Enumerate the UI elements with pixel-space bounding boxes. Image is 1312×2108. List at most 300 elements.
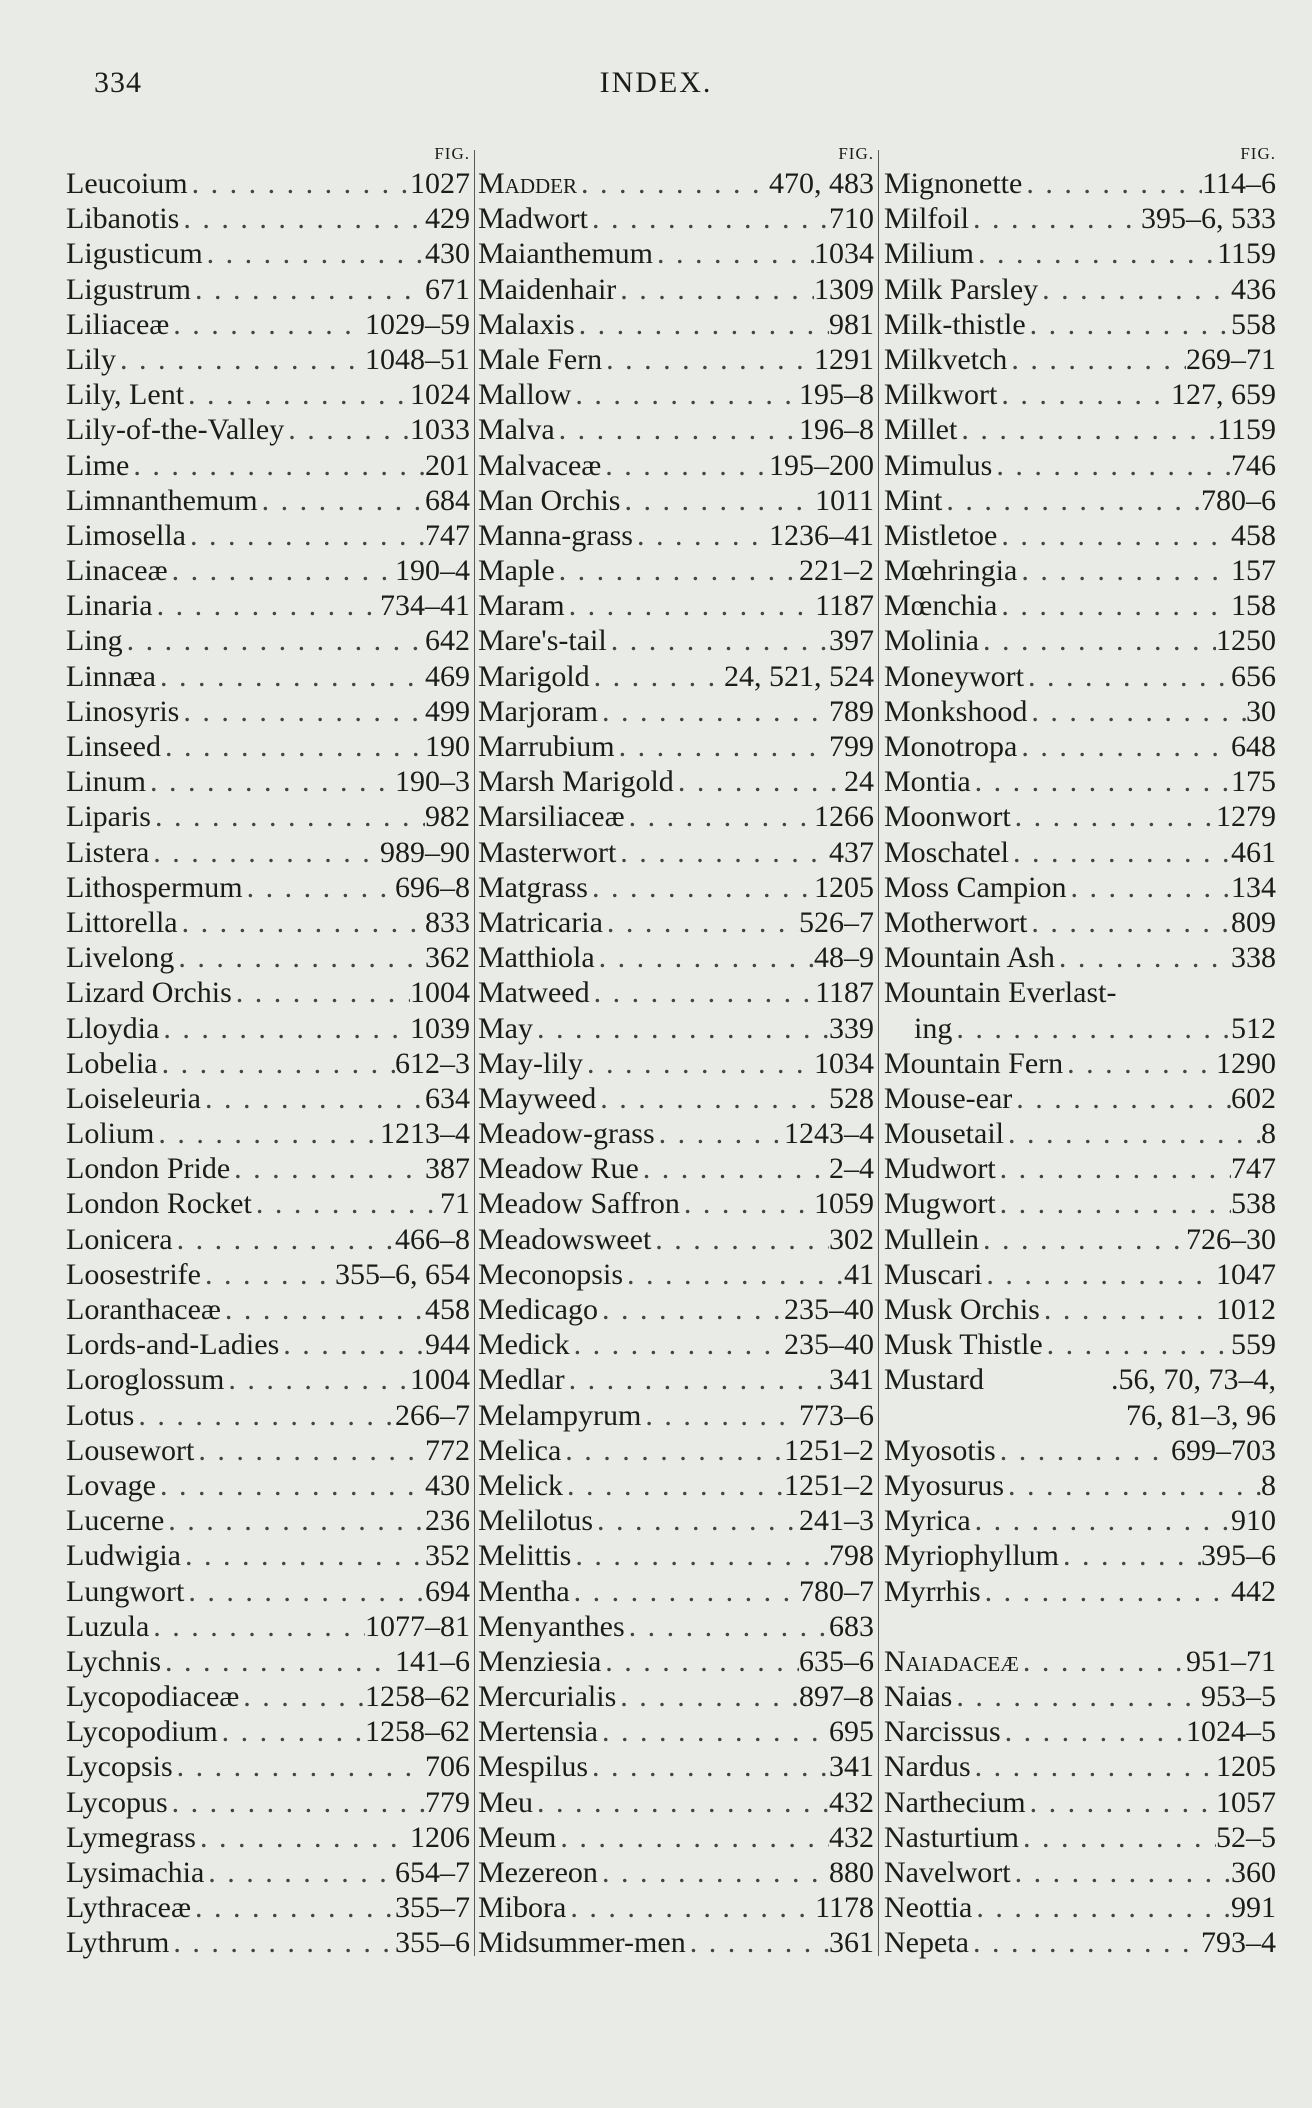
- figure-ref: 953–5: [1201, 1680, 1276, 1714]
- dot-leader: [620, 483, 815, 518]
- figure-ref: 1024–5: [1186, 1715, 1276, 1749]
- index-term: Linum: [66, 765, 146, 799]
- index-entry: [66, 377, 470, 412]
- index-entry: [478, 1081, 874, 1116]
- index-entry: [884, 377, 1276, 412]
- dot-leader: [565, 588, 815, 623]
- index-entry: [66, 412, 470, 447]
- dot-leader: [224, 1362, 410, 1397]
- dot-leader: [173, 1749, 425, 1784]
- index-entry: [884, 1574, 1276, 1609]
- index-term: Ligustrum: [66, 272, 191, 306]
- index-term: Matweed: [478, 976, 590, 1010]
- index-entry: [66, 1327, 470, 1362]
- index-term: Meadow Rue: [478, 1152, 639, 1186]
- figure-ref: 266–7: [395, 1398, 470, 1432]
- index-term: Maianthemum: [478, 237, 653, 271]
- index-term: Madwort: [478, 202, 588, 236]
- dot-leader: [969, 201, 1141, 236]
- dot-leader: [601, 1644, 799, 1679]
- figure-ref: 432: [829, 1785, 874, 1819]
- index-entry: [884, 1222, 1276, 1257]
- figure-ref: 71: [440, 1187, 470, 1221]
- index-term: Menziesia: [478, 1644, 602, 1678]
- index-term: Lychnis: [66, 1644, 161, 1678]
- index-term: Meadow Saffron: [478, 1187, 680, 1221]
- figure-ref: 430: [425, 1468, 470, 1502]
- figure-ref: 1048–51: [365, 342, 470, 376]
- dot-leader: [996, 1151, 1231, 1186]
- index-entry: [478, 1433, 874, 1468]
- dot-leader: [996, 1186, 1231, 1221]
- index-term: Maram: [478, 589, 565, 623]
- dot-leader: [651, 1222, 829, 1257]
- figure-ref: 1024: [410, 378, 470, 412]
- figure-ref: 726–30: [1186, 1222, 1276, 1256]
- figure-ref: 1027: [410, 167, 470, 200]
- index-entry: [478, 588, 874, 623]
- dot-leader: [168, 1785, 425, 1820]
- index-term: Mœnchia: [884, 589, 998, 623]
- index-term: Mentha: [478, 1574, 570, 1608]
- index-entry: [884, 553, 1276, 588]
- index-entry: [884, 1925, 1276, 1960]
- dot-leader: [992, 448, 1231, 483]
- index-entry: [884, 975, 1276, 1010]
- index-entry: [478, 1820, 874, 1855]
- index-entry: [66, 1081, 470, 1116]
- figure-ref: 2–4: [829, 1152, 874, 1186]
- dot-leader: [146, 764, 395, 799]
- index-term: Ling: [66, 624, 123, 658]
- figure-ref: 458: [425, 1293, 470, 1326]
- index-entry: [884, 1046, 1276, 1081]
- index-entry: [478, 1679, 874, 1714]
- index-entry: [66, 729, 470, 764]
- dot-leader: [616, 272, 814, 307]
- dot-leader: [181, 1538, 425, 1573]
- figure-ref: 236: [425, 1504, 470, 1538]
- index-entry: [478, 1468, 874, 1503]
- index-entry: [66, 1890, 470, 1925]
- index-entry: [884, 870, 1276, 905]
- dot-leader: [972, 1890, 1231, 1925]
- index-entry: [884, 1468, 1276, 1503]
- dot-leader: [996, 1433, 1171, 1468]
- index-term: Man Orchis: [478, 483, 621, 517]
- index-term: Nardus: [884, 1750, 971, 1784]
- index-term: Linosyris: [66, 694, 180, 728]
- figure-ref: 780–6: [1201, 483, 1276, 517]
- index-entry: [884, 835, 1276, 870]
- dot-leader: [588, 1749, 829, 1784]
- index-term: Malaxis: [478, 307, 575, 341]
- index-entry: [884, 1362, 1276, 1397]
- figure-ref: 1159: [1217, 413, 1276, 447]
- index-entry: [478, 1046, 874, 1081]
- figure-ref: 910: [1231, 1504, 1276, 1538]
- figure-ref: 241–3: [799, 1504, 874, 1538]
- dot-leader: [598, 694, 829, 729]
- figure-ref: 981: [829, 307, 874, 341]
- index-entry: [478, 483, 874, 518]
- dot-leader: [566, 1890, 815, 1925]
- index-entry: [66, 307, 470, 342]
- index-term: Myriophyllum: [884, 1539, 1060, 1573]
- dot-leader: [952, 1679, 1201, 1714]
- index-term: Mimulus: [884, 448, 993, 482]
- figure-ref: 696–8: [395, 870, 470, 904]
- index-entry: [478, 201, 874, 236]
- index-entry: [66, 1855, 470, 1890]
- index-term: Matthiola: [478, 941, 595, 975]
- index-entry: [478, 1011, 874, 1046]
- figure-ref: 944: [425, 1328, 470, 1362]
- figure-ref: 1250: [1216, 624, 1276, 658]
- index-entry: [884, 799, 1276, 834]
- figure-ref: 429: [425, 202, 470, 236]
- figure-ref: 458: [1231, 518, 1276, 552]
- dot-leader: [232, 975, 410, 1010]
- index-term: Myosotis: [884, 1433, 996, 1467]
- dot-leader: [583, 1046, 814, 1081]
- figure-ref: 341: [829, 1750, 874, 1784]
- index-term: May: [478, 1011, 533, 1045]
- dot-leader: [607, 623, 829, 658]
- index-entry: [478, 1222, 874, 1257]
- index-entry: [66, 1116, 470, 1151]
- index-entry: [66, 1222, 470, 1257]
- figure-ref: 558: [1231, 307, 1276, 341]
- index-term: Maidenhair: [478, 272, 617, 306]
- dot-leader: [680, 1186, 814, 1221]
- figure-ref: 634: [425, 1081, 470, 1115]
- dot-leader: [616, 835, 829, 870]
- index-entry: [66, 588, 470, 623]
- index-entry: [478, 1714, 874, 1749]
- dot-leader: [997, 588, 1231, 623]
- index-entry: [66, 1609, 470, 1644]
- index-entry: [478, 623, 874, 658]
- index-term: Marsiliaceæ: [478, 800, 625, 834]
- dot-leader: [596, 1081, 829, 1116]
- index-term: Lungwort: [66, 1574, 185, 1608]
- dot-leader: [1024, 659, 1231, 694]
- index-term: ing: [914, 1011, 953, 1045]
- dot-leader: [1027, 905, 1231, 940]
- index-entry: [884, 623, 1276, 658]
- dot-leader: [203, 236, 425, 271]
- index-term: Mullein: [884, 1222, 979, 1256]
- figure-ref: 466–8: [395, 1222, 470, 1256]
- index-term: Manna-grass: [478, 518, 633, 552]
- figure-ref: 1187: [815, 976, 874, 1010]
- figure-ref: 127, 659: [1171, 378, 1276, 412]
- index-entry: [66, 1186, 470, 1221]
- figure-ref: 656: [1231, 659, 1276, 693]
- dot-leader: [674, 764, 844, 799]
- figure-ref: 1047: [1216, 1257, 1276, 1291]
- dot-leader: [1026, 307, 1231, 342]
- index-entry: [884, 342, 1276, 377]
- index-term: Lycopsis: [66, 1750, 173, 1784]
- index-entry: [66, 659, 470, 694]
- figure-ref: 799: [829, 730, 874, 763]
- dot-leader: [571, 377, 799, 412]
- index-term: Mistletoe: [884, 518, 998, 552]
- index-term: Meum: [478, 1820, 557, 1854]
- dot-leader: [129, 448, 425, 483]
- index-entry: [478, 236, 874, 271]
- figure-ref: 734–41: [380, 589, 470, 623]
- index-entry: [884, 659, 1276, 694]
- index-term: Loranthaceæ: [66, 1293, 221, 1326]
- index-entry: [478, 1151, 874, 1186]
- index-entry: [478, 1855, 874, 1890]
- figure-ref: 1291: [814, 342, 874, 376]
- index-term: Mezereon: [478, 1856, 598, 1889]
- dot-leader: [279, 1327, 425, 1362]
- index-entry: [66, 1398, 470, 1433]
- dot-leader: [1007, 342, 1186, 377]
- dot-leader: [971, 1503, 1231, 1538]
- dot-leader: [997, 377, 1171, 412]
- index-entry: [66, 975, 470, 1010]
- index-term: Lythraceæ: [66, 1891, 191, 1925]
- figure-ref: 175: [1231, 765, 1276, 799]
- dot-leader: [161, 1644, 395, 1679]
- index-term: Mudwort: [884, 1152, 996, 1186]
- dot-leader: [123, 623, 425, 658]
- index-term: Lycopodium: [66, 1715, 218, 1749]
- index-entry: [884, 1538, 1276, 1573]
- figure-ref: 1057: [1216, 1785, 1276, 1819]
- figure-ref: 526–7: [799, 905, 874, 939]
- dot-leader: [161, 729, 425, 764]
- index-entry: [478, 1362, 874, 1397]
- index-term: Linnæa: [66, 659, 156, 693]
- dot-leader: [561, 1433, 784, 1468]
- dot-leader: [201, 1081, 425, 1116]
- dot-leader: [686, 1925, 829, 1960]
- index-term: Midsummer-men: [478, 1926, 686, 1960]
- dot-leader: [243, 870, 395, 905]
- dot-leader: [204, 1855, 395, 1890]
- index-term: Mugwort: [884, 1187, 996, 1221]
- figure-ref: 635–6: [799, 1644, 874, 1678]
- dot-leader: [1059, 1538, 1201, 1573]
- dot-leader: [1011, 799, 1216, 834]
- index-entry: [478, 1925, 874, 1960]
- index-entry: [884, 905, 1276, 940]
- index-term: Mare's-tail: [478, 624, 607, 658]
- index-term: Motherwort: [884, 905, 1028, 939]
- index-entry: [884, 1327, 1276, 1362]
- index-term: Musk Orchis: [884, 1293, 1040, 1326]
- index-entry: [478, 1327, 874, 1362]
- index-entry: [884, 1855, 1276, 1890]
- index-entry: [66, 1820, 470, 1855]
- index-term: Moneywort: [884, 659, 1024, 693]
- figure-ref: 1012: [1216, 1293, 1276, 1326]
- figure-ref: 559: [1231, 1328, 1276, 1362]
- figure-ref: 991: [1231, 1891, 1276, 1925]
- index-term: Lythrum: [66, 1926, 170, 1960]
- figure-ref: 1258–62: [365, 1680, 470, 1714]
- dot-leader: [602, 342, 814, 377]
- figure-ref: 1029–59: [365, 307, 470, 341]
- dot-leader: [981, 1574, 1231, 1609]
- figure-ref: 195–8: [799, 378, 874, 412]
- figure-ref: 710: [829, 202, 874, 236]
- dot-leader: [258, 483, 425, 518]
- index-entry: [66, 1679, 470, 1714]
- index-term: Livelong: [66, 941, 175, 975]
- index-entry: [66, 764, 470, 799]
- index-term: Loroglossum: [66, 1363, 225, 1397]
- dot-leader: [164, 1503, 425, 1538]
- spacer: [884, 1609, 1276, 1644]
- dot-leader: [239, 1679, 365, 1714]
- index-term: Lobelia: [66, 1046, 158, 1080]
- fig-label: FIG.: [838, 144, 874, 163]
- index-term: Loosestrife: [66, 1257, 201, 1291]
- index-term: Loiseleuria: [66, 1081, 201, 1115]
- figure-ref: 1213–4: [380, 1117, 470, 1151]
- figure-ref: 355–7: [395, 1891, 470, 1925]
- index-entry: [884, 1679, 1276, 1714]
- index-entry: [66, 553, 470, 588]
- index-entry: [884, 1644, 1276, 1679]
- index-term: Medicago: [478, 1293, 598, 1326]
- index-entry: [884, 764, 1276, 799]
- dot-leader: [1001, 1714, 1186, 1749]
- index-entry: [66, 201, 470, 236]
- dot-leader: [979, 623, 1216, 658]
- index-term: Littorella: [66, 905, 178, 939]
- index-term: Mountain Everlast-: [884, 976, 1117, 1010]
- index-entry: [66, 342, 470, 377]
- column-rule: [474, 150, 475, 1956]
- dot-leader: [570, 1327, 784, 1362]
- index-term: Mint: [884, 483, 943, 517]
- index-entry: [884, 1011, 1276, 1046]
- figure-ref: 235–40: [784, 1328, 874, 1362]
- figure-ref: 1205: [1216, 1750, 1276, 1784]
- dot-leader: [997, 518, 1231, 553]
- index-term: Medick: [478, 1328, 570, 1362]
- dot-leader: [252, 1186, 440, 1221]
- index-entry: [66, 1257, 470, 1292]
- index-entry: [478, 799, 874, 834]
- dot-leader: [149, 835, 380, 870]
- index-term: Lotus: [66, 1398, 135, 1432]
- index-term: Mercurialis: [478, 1680, 617, 1714]
- index-entry: [884, 483, 1276, 518]
- column-rule: [878, 150, 879, 1956]
- dot-leader: [186, 518, 425, 553]
- dot-leader: [1017, 729, 1231, 764]
- index-entry: [66, 518, 470, 553]
- index-entry: [884, 729, 1276, 764]
- dot-leader: [1004, 1468, 1261, 1503]
- dot-leader: [655, 1116, 784, 1151]
- figure-ref: 1011: [815, 483, 874, 517]
- index-entry: [478, 166, 874, 201]
- fig-label: FIG.: [434, 144, 470, 163]
- index-term: Melilotus: [478, 1504, 594, 1538]
- index-entry: [66, 1785, 470, 1820]
- index-entry: [478, 1890, 874, 1925]
- index-term: Muscari: [884, 1257, 983, 1291]
- index-term: Lily, Lent: [66, 378, 185, 412]
- index-entry: [884, 1257, 1276, 1292]
- index-term: Lycopus: [66, 1785, 168, 1819]
- figure-ref: 989–90: [380, 835, 470, 869]
- index-entry: [66, 1433, 470, 1468]
- index-term: Meadowsweet: [478, 1222, 652, 1256]
- dot-leader: [625, 1609, 829, 1644]
- index-entry: [66, 623, 470, 658]
- dot-leader: [156, 1468, 425, 1503]
- index-entry: [884, 1503, 1276, 1538]
- index-term: Moschatel: [884, 835, 1009, 869]
- dot-leader: [590, 659, 724, 694]
- index-entry: [478, 1116, 874, 1151]
- index-entry: [66, 1644, 470, 1679]
- dot-leader: [641, 1398, 799, 1433]
- index-entry: [66, 1011, 470, 1046]
- index-term: Meconopsis: [478, 1257, 623, 1291]
- dot-leader: [1017, 553, 1231, 588]
- figure-ref: 1251–2: [784, 1433, 874, 1467]
- index-term: Lycopodiaceæ: [66, 1680, 240, 1714]
- index-term: Lithospermum: [66, 870, 243, 904]
- dot-leader: [168, 553, 395, 588]
- dot-leader: [1022, 166, 1202, 201]
- index-term: Limosella: [66, 518, 186, 552]
- figure-ref: 158: [1231, 589, 1276, 623]
- dot-leader: [179, 694, 425, 729]
- index-term: Molinia: [884, 624, 979, 658]
- index-term: Malvaceæ: [478, 448, 602, 482]
- dot-leader: [218, 1714, 365, 1749]
- figure-ref: 430: [425, 237, 470, 271]
- figure-ref: 1251–2: [784, 1468, 874, 1502]
- index-term: Naias: [884, 1680, 953, 1714]
- index-term: Milk-thistle: [884, 307, 1026, 341]
- index-term: Mountain Ash: [884, 941, 1055, 975]
- figure-ref: 773–6: [799, 1398, 874, 1432]
- figure-ref: 195–200: [769, 448, 874, 482]
- index-entry: [66, 1046, 470, 1081]
- figure-ref: 793–4: [1201, 1926, 1276, 1960]
- index-term: Monkshood: [884, 694, 1028, 728]
- fig-label: FIG.: [1240, 144, 1276, 163]
- index-term: Meu: [478, 1785, 533, 1819]
- index-entry: [66, 1925, 470, 1960]
- index-entry: [884, 1749, 1276, 1784]
- index-term: Lime: [66, 448, 130, 482]
- dot-leader: [169, 307, 365, 342]
- index-term: Myrica: [884, 1504, 971, 1538]
- index-entry: [884, 236, 1276, 271]
- index-entry: [478, 1503, 874, 1538]
- dot-leader: [188, 166, 410, 201]
- figure-ref: 1266: [814, 800, 874, 834]
- index-entry: [884, 1081, 1276, 1116]
- index-term: Mibora: [478, 1891, 567, 1925]
